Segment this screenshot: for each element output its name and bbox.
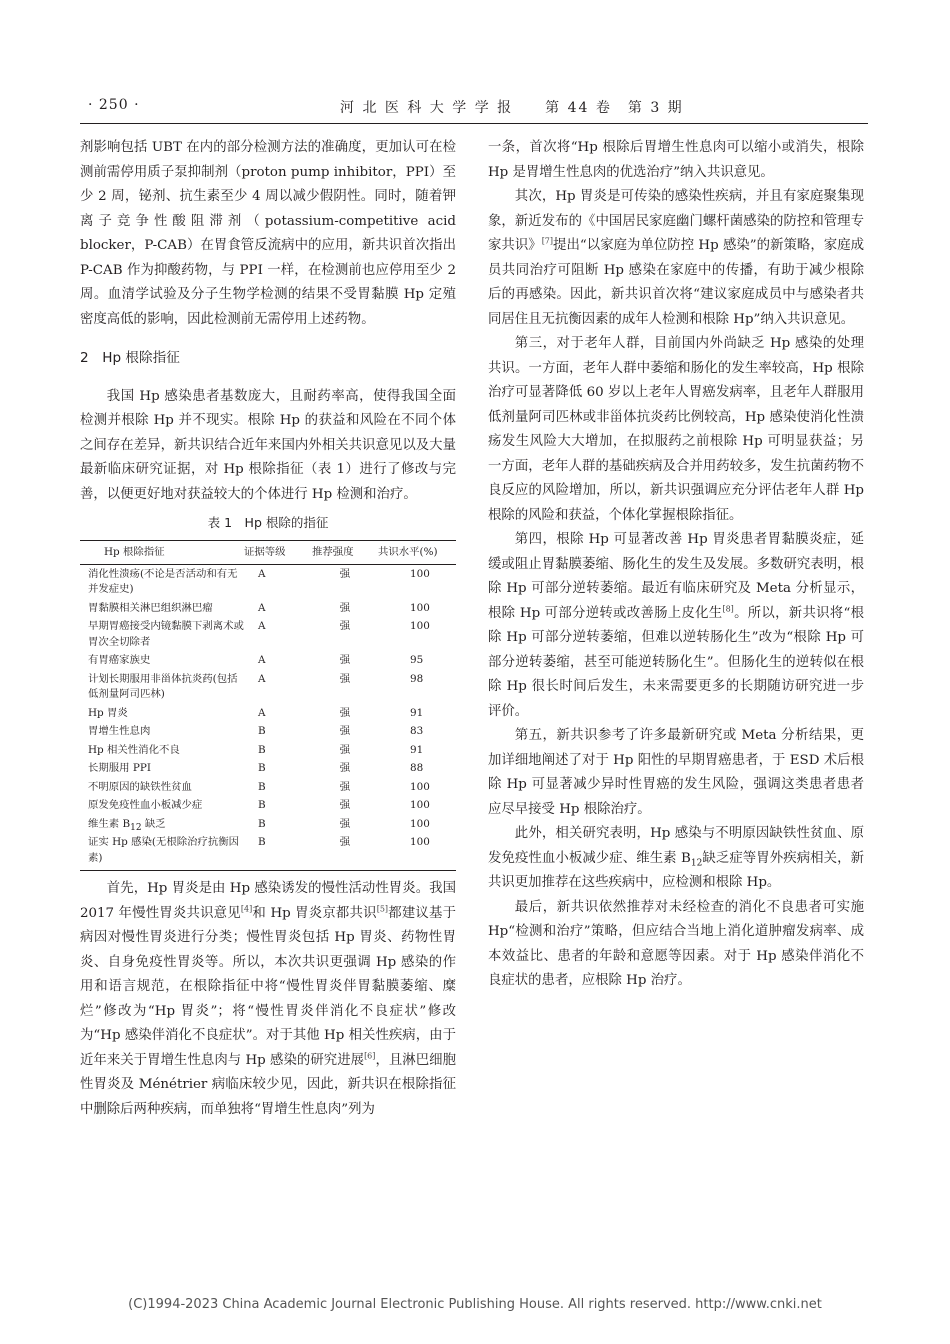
strength-cell: 强: [339, 706, 351, 719]
text-run: 提出“以家庭为单位防控 Hp 感染”的新策略，家庭成员共同治疗可阻断 Hp 感染在家庭中的传播，有助于减少根除后的再感染。因此，新共识首次将“建议家庭成员中与感染者共同居住且无抗衡因素的成年人检测和根除 Hp”纳入共识意见。: [488, 238, 865, 327]
paragraph: [80, 877, 456, 1122]
indication-cell: 早期胃癌接受内镜黏膜下剥离术或胃次全切除者: [88, 620, 244, 648]
consensus-cell: 88: [410, 762, 424, 774]
evidence-cell: A: [258, 706, 266, 719]
indication-cell: 消化性溃疡(不论是否活动和有无并发症史): [88, 567, 238, 595]
indication-cell: Hp 相关性消化不良: [88, 743, 180, 756]
consensus-cell: 91: [410, 706, 424, 719]
paragraph: 第五，新共识参考了许多最新研究或 Meta 分析结果，更加详细地阐述了对于 Hp 阳性的早期胃癌患者，于 ESD 术后根除 Hp 可显著减少异时性胃癌的发生风险，强调这类患者患者应尽早接受 Hp 根除治疗。: [488, 728, 864, 817]
text-run: 。所以，新共识将“根除 Hp 可部分逆转萎缩，但难以逆转肠化生”改为“根除 Hp 可部分逆转萎缩，甚至可能逆转肠化生”。但肠化生的逆转似在根除 Hp 很长时间后发生，未来需要更多的长期随访研究进一步评价。: [488, 605, 864, 719]
strength-cell: 强: [339, 780, 351, 793]
table-row: [80, 760, 456, 779]
indication-cell: 有胃癌家族史: [88, 654, 151, 666]
strength-cell: 强: [339, 672, 351, 685]
evidence-cell: A: [258, 601, 266, 614]
indication-cell: 胃增生性息肉: [88, 725, 151, 737]
copyright-footer: (C)1994-2023 China Academic Journal Electronic Publishing House. All rights reserved. http://www.cnki.net: [128, 1297, 822, 1312]
consensus-cell: 100: [410, 601, 430, 614]
table-row: [80, 704, 456, 723]
text-run: ，且淋巴细胞性胃炎及 Ménétrier 病临床较少见，因此，新共识在根除指征中删除后两种疾病，而单独将“胃增生性息肉”列为: [80, 1052, 456, 1117]
table-row: [80, 599, 456, 618]
paragraph: 一条，首次将“Hp 根除后胃增生性息肉可以缩小或消失，根除 Hp 是胃增生性息肉的优选治疗”纳入共识意见。: [488, 140, 864, 180]
indication-text: 缺乏: [141, 817, 166, 830]
text-run: 第四，根除 Hp 可显著改善 Hp 胃炎患者胃黏膜炎症，延缓或阻止胃黏膜萎缩、肠化生的发生及发展。多数研究表明，根除 Hp 可部分逆转萎缩。最近有临床研究及 Meta 分析显示，根除 Hp 可部分逆转或改善肠上皮化生: [488, 532, 864, 621]
evidence-cell: B: [258, 725, 266, 737]
text-run: 其次，Hp 胃炎是可传染的感染性疾病，并且有家庭聚集现象，新近发布的《中国居民家庭幽门螺杆菌感染的防控和管理专家共识》: [488, 189, 864, 253]
subscript: 12: [130, 822, 142, 833]
journal-title: 河 北 医 科 大 学 学 报 第 44 卷 第 3 期: [340, 100, 684, 116]
text-run: 都建议基于病因对慢性胃炎进行分类；慢性胃炎包括 Hp 胃炎、药物性胃炎、自身免疫性胃炎等。所以，本次共识更强调 Hp 感染的作用和语言规范，在根除指征中将“慢性胃炎伴胃黏膜萎缩、糜烂”修改为“Hp 胃炎”；将“慢性胃炎伴消化不良症状”修改为“Hp 感染伴消化不良症状”。对于其他 Hp 相关性疾病，由于近年来关于胃增生性息肉与 Hp 感染的研究进展: [80, 905, 456, 1068]
table-header: 证据等级: [244, 540, 312, 565]
table-header: Hp 根除指征: [80, 540, 244, 565]
consensus-cell: 100: [378, 834, 456, 871]
paragraph: 最后，新共识依然推荐对未经检查的消化不良患者可实施 Hp“检测和治疗”策略，但应结合当地上消化道肿瘤发病率、成本效益比、患者的年龄和意愿等因素。对于 Hp 感染伴消化不良症状的患者，应根除 Hp 治疗。: [488, 899, 864, 988]
evidence-cell: A: [258, 654, 266, 666]
evidence-cell: B: [258, 762, 266, 774]
strength-cell: 强: [339, 762, 351, 774]
text-run: 缺乏症等胃外疾病相关，新共识更加推荐在这些疾病中，应检测和根除 Hp。: [488, 850, 864, 890]
indication-cell: 原发免疫性血小板减少症: [88, 799, 203, 811]
running-header: [88, 97, 863, 119]
evidence-cell: B: [258, 799, 266, 811]
evidence-cell: B: [244, 834, 312, 871]
citation-ref: [8]: [722, 604, 734, 614]
text-run: 此外，相关研究表明，Hp 感染与不明原因缺铁性贫血、原发免疫性血小板减少症、维生素 B: [488, 826, 864, 866]
consensus-cell: 100: [410, 620, 430, 632]
citation-ref: [7]: [541, 236, 554, 246]
table-row: [80, 741, 456, 760]
right-column: [488, 136, 864, 994]
consensus-cell: 100: [410, 817, 430, 830]
paragraph: [488, 185, 864, 332]
table-row: [80, 565, 456, 600]
table-row: [80, 618, 456, 652]
strength-cell: 强: [339, 817, 351, 830]
text-run: 和 Hp 胃炎京都共识: [252, 905, 377, 921]
strength-cell: 强: [312, 834, 378, 871]
indication-text: 维生素 B: [88, 817, 131, 830]
strength-cell: 强: [339, 620, 351, 632]
table-row: [80, 723, 456, 742]
strength-cell: 强: [339, 654, 351, 666]
indication-cell: 证实 Hp 感染(无根除治疗抗衡因素): [80, 834, 244, 871]
table-header: 共识水平(%): [378, 540, 456, 565]
page-number: · 250 ·: [88, 97, 140, 113]
table-row: [80, 778, 456, 797]
citation-ref: [5]: [376, 904, 389, 914]
consensus-cell: 91: [410, 743, 424, 756]
indication-cell: 长期服用 PPI: [88, 762, 151, 774]
text-run: 首先，Hp 胃炎是由 Hp 感染诱发的慢性活动性胃炎。我国 2017 年慢性胃炎共识意见: [80, 881, 456, 921]
citation-ref: [6]: [364, 1051, 376, 1061]
strength-cell: 强: [339, 567, 351, 580]
table-row: [80, 815, 456, 834]
evidence-cell: B: [258, 780, 266, 793]
indications-table: [80, 540, 456, 872]
strength-cell: 强: [339, 601, 351, 614]
table-caption: 表 1 Hp 根除的指征: [207, 515, 329, 530]
consensus-cell: 83: [410, 725, 424, 737]
table-header: 推荐强度: [312, 540, 378, 565]
evidence-cell: A: [258, 567, 266, 580]
consensus-cell: 100: [410, 799, 430, 811]
strength-cell: 强: [339, 725, 351, 737]
consensus-cell: 95: [410, 654, 424, 666]
paragraph: 第三，对于老年人群，目前国内外尚缺乏 Hp 感染的处理共识。一方面，老年人群中萎缩和肠化的发生率较高，Hp 根除治疗可显著降低 60 岁以上老年人胃癌发病率，且老年人群服用低剂量阿司匹林或非甾体抗炎药比例较高，Hp 感染使消化性溃疡发生风险大大增加，在拟服药之前根除 Hp 可明显获益；另一方面，老年人群的基础疾病及合并用药较多，发生抗菌药物不良反应的风险增加，所以，新共识强调应充分评估老年人群 Hp 根除的风险和获益，个体化掌握根除指征。: [488, 336, 864, 523]
table-row: [80, 797, 456, 816]
indication-cell: 计划长期服用非甾体抗炎药(包括低剂量阿司匹林): [88, 672, 238, 700]
table-row: [80, 652, 456, 671]
evidence-cell: B: [258, 817, 266, 830]
consensus-cell: 100: [410, 567, 430, 580]
table-row: [80, 670, 456, 704]
table-row: [80, 834, 456, 871]
header-rule: [80, 123, 868, 124]
table-header-row: [80, 540, 456, 565]
paragraph: 我国 Hp 感染患者基数庞大，且耐药率高，使得我国全面检测并根除 Hp 并不现实。根除 Hp 的获益和风险在不同个体之间存在差异，新共识结合近年来国内外相关共识意见以及大量最新临床研究证据，对 Hp 根除指征（表 1）进行了修改与完善，以便更好地对获益较大的个体进行 Hp 检测和治疗。: [80, 388, 456, 502]
indication-cell: Hp 胃炎: [88, 706, 128, 719]
indication-cell: [80, 815, 244, 834]
paragraph: 剂影响包括 UBT 在内的部分检测方法的准确度，更加认可在检测前需停用质子泵抑制剂（proton pump inhibitor，PPI）至少 2 周，铋剂、抗生素至少 4 周以减少假阴性。同时，随着钾离子竞争性酸阻滞剂（potassium-competitive acid blocker，P-CAB）在胃食管反流病中的应用，新共识首次指出 P-CAB 作为抑酸药物，与 PPI 一样，在检测前也应停用至少 2 周。血清学试验及分子生物学检测的结果不受胃黏膜 Hp 定殖密度高低的影响，因此检测前无需停用上述药物。: [80, 140, 456, 327]
indication-cell: 不明原因的缺铁性贫血: [88, 780, 192, 793]
citation-ref: [4]: [240, 904, 253, 914]
consensus-cell: 98: [410, 672, 424, 685]
evidence-cell: B: [258, 743, 266, 756]
section-heading: 2 Hp 根除指征: [80, 350, 180, 366]
indication-cell: 胃黏膜相关淋巴组织淋巴瘤: [88, 601, 213, 614]
left-column: [80, 136, 456, 1122]
evidence-cell: A: [258, 620, 266, 632]
evidence-cell: A: [258, 672, 266, 685]
paragraph: [488, 822, 864, 896]
subscript: 12: [690, 858, 703, 869]
strength-cell: 强: [339, 743, 351, 756]
paragraph: [488, 528, 864, 724]
consensus-cell: 100: [410, 780, 430, 793]
strength-cell: 强: [339, 799, 351, 811]
